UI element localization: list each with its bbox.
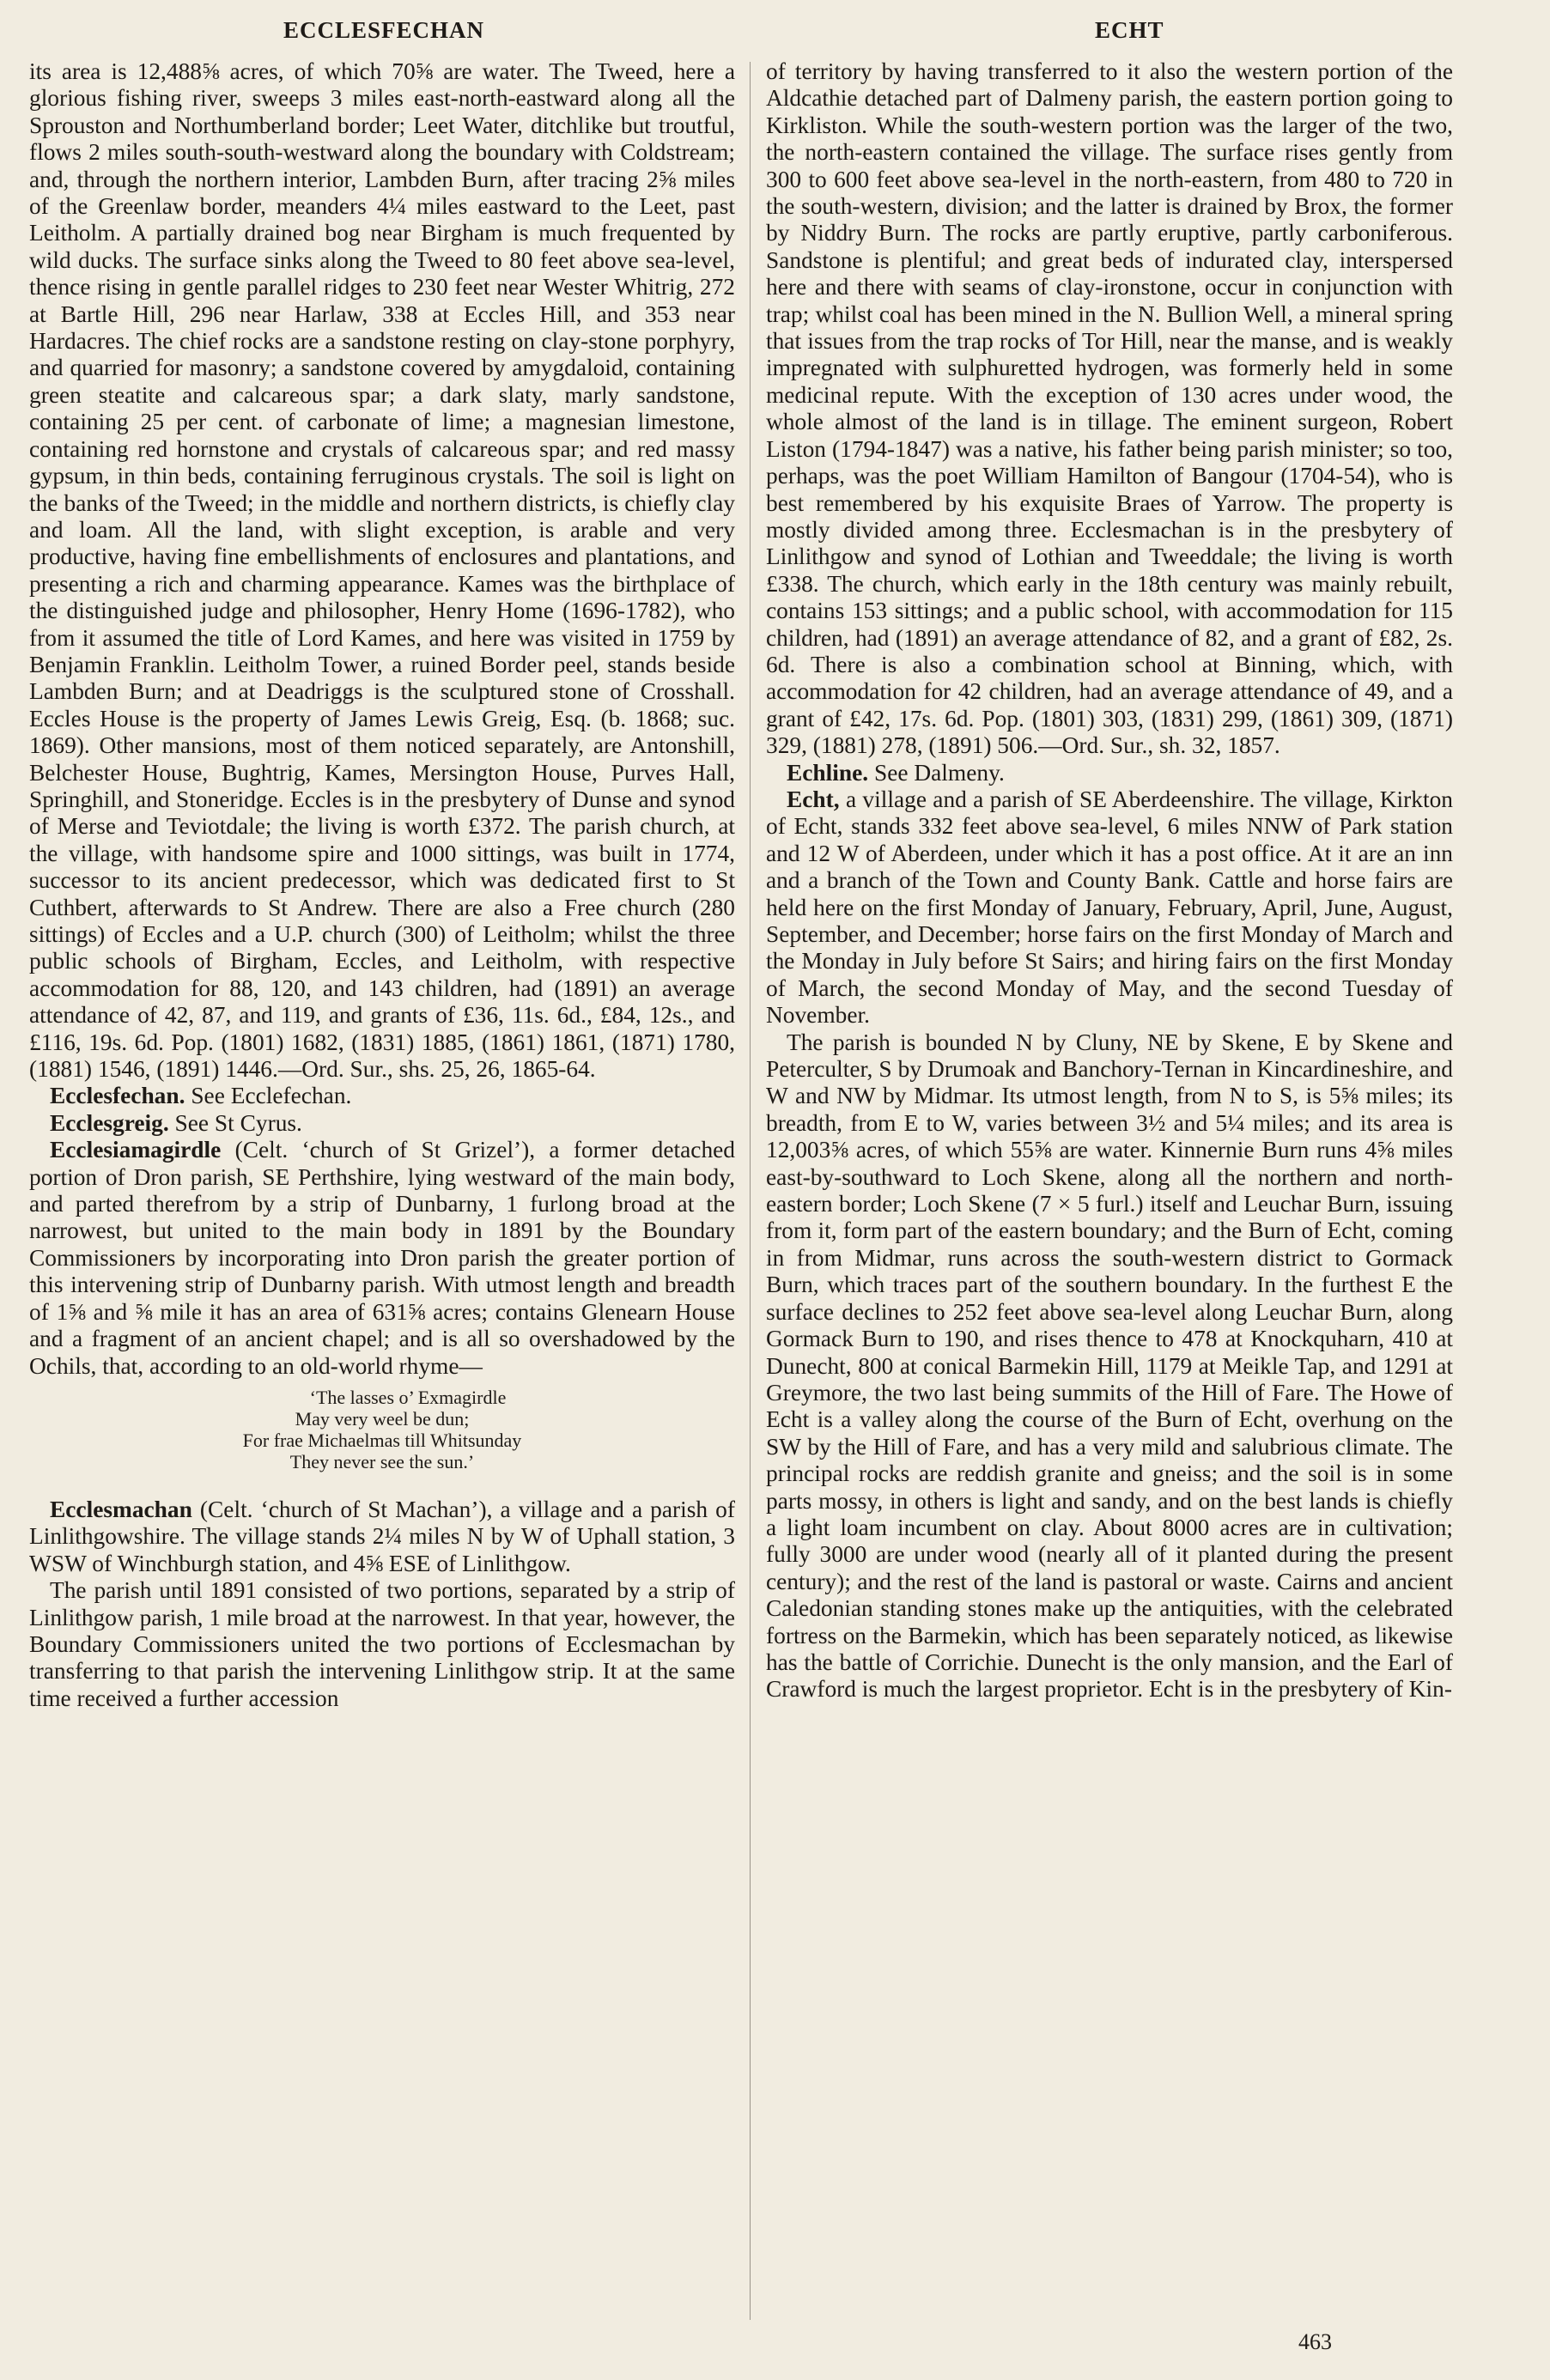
entry-text: See Dalmeny. <box>868 759 1005 786</box>
entry-text: See St Cyrus. <box>168 1109 302 1136</box>
entry-headword: Echline. <box>787 759 869 786</box>
entry-ecclesfechan <box>29 1083 735 1109</box>
page-number: 463 <box>1298 2329 1332 2354</box>
rhyme-line: ‘The lasses o’ Exmagirdle <box>309 1386 507 1408</box>
entry-echt-parish: The parish is bounded N by Cluny, NE by Skene, E by Skene and Peterculter, S by Drumoak and Banchory-Ternan in Kincardineshire, and W and NW by Midmar. Its utmost length, from N to S, is 5⅝ miles; its breadth, from E to W, varies between 3½ and 5¼ miles; and its area is 12,003⅝ acres, of which 55⅝ are water. Kinnernie Burn runs 4⅝ miles east-by-southward to Loch Skene, along all the northern and north-eastern border; Loch Skene (7 × 5 furl.) itself and Leuchar Burn, issuing from it, form part of the eastern boundary; and the Burn of Echt, coming in from Midmar, runs across the south-western district to Gormack Burn, which traces part of the southern boundary. In the furthest E the surface declines to 252 feet above sea-level along Leuchar Burn, along Gormack Burn to 190, and rises thence to 478 at Knockquharn, 410 at Dunecht, 800 at conical Barmekin Hill, 1179 at Meikle Tap, and 1291 at Greymore, the two last being summits of the Hill of Fare. The Howe of Echt is a valley along the course of the Burn of Echt, overhung on the SW by the Hill of Fare, and has a very mild and salubrious climate. The principal rocks are reddish granite and gneiss; and the soil is in some parts mossy, in others is light and sandy, and on the best lands is chiefly a light loam incumbent on clay. About 8000 acres are in cultivation; fully 3000 are under wood (nearly all of it planted during the present century); and the rest of the land is pastoral or waste. Cairns and ancient Caledonian standing stones make up the antiquities, with the celebrated fortress on the Barmekin, which has been separately noticed, as likewise has the battle of Corrichie. Dunecht is the only mansion, and the Earl of Crawford is much the largest proprietor. Echt is in the presbytery of Kin- <box>766 1029 1453 1703</box>
entry-headword: Ecclesgreig. <box>50 1109 169 1136</box>
rhyme-quotation <box>29 1387 735 1472</box>
rhyme-line: For frae Michaelmas till Whitsunday <box>242 1429 522 1451</box>
running-head-left: ECCLESFECHAN <box>283 17 485 43</box>
entry-ecclesgreig <box>29 1110 735 1137</box>
entry-text: (Celt. ‘church of St Grizel’), a former detached portion of Dron parish, SE Perthshire, lying westward of the main body, and parted therefrom by a strip of Dunbarny, 1 furlong broad at the narrowest, but united to the main body in 1891 by the Boundary Commissioners by incorporating into Dron parish the greater portion of this intervening strip of Dunbarny parish. With utmost length and breadth of 1⅝ and ⅝ mile it has an area of 631⅝ acres; contains Glenearn House and a fragment of an ancient chapel; and is all so overshadowed by the Ochils, that, according to an old-world rhyme— <box>29 1137 735 1379</box>
left-column <box>29 58 735 1712</box>
entry-headword: Echt, <box>787 786 840 812</box>
entry-headword: Ecclesfechan. <box>50 1083 185 1109</box>
entry-ecclesiamagirdle <box>29 1137 735 1380</box>
entry-ecclesmachan <box>29 1497 735 1577</box>
entry-text: See Ecclefechan. <box>185 1083 352 1109</box>
entry-text: a village and a parish of SE Aberdeenshire. The village, Kirkton of Echt, stands 332 feet above sea-level, 6 miles NNW of Park station and 12 W of Aberdeen, under which it has a post office. At it are an inn and a branch of the Town and County Bank. Cattle and horse fairs are held here on the first Monday of January, February, April, June, August, September, and December; horse fairs on the first Monday of March and the Monday in July before St Sairs; and hiring fairs on the first Monday of March, the second Monday of May, and the second Tuesday of November. <box>766 786 1453 1029</box>
running-head-right: ECHT <box>1095 17 1164 43</box>
entry-ecclesmachan-continued: of territory by having transferred to it also the western portion of the Aldcathie detached part of Dalmeny parish, the eastern portion going to Kirkliston. While the south-western portion was the larger of the two, the north-eastern contained the village. The surface rises gently from 300 to 600 feet above sea-level in the north-eastern, from 480 to 720 in the south-western, division; and the latter is drained by Brox, the former by Niddry Burn. The rocks are partly eruptive, partly carboniferous. Sandstone is plentiful; and great beds of indurated clay, interspersed here and there with seams of clay-ironstone, occur in conjunction with trap; whilst coal has been mined in the N. Bullion Well, a mineral spring that issues from the trap rocks of Tor Hill, near the manse, and is weakly impregnated with sulphuretted hydrogen, was formerly held in some medicinal repute. With the exception of 130 acres under wood, the whole almost of the land is in tillage. The eminent surgeon, Robert Liston (1794-1847) was a native, his father being parish minister; so too, perhaps, was the poet William Hamilton of Bangour (1704-54), who is best remembered by his exquisite Braes of Yarrow. The property is mostly divided among three. Ecclesmachan is in the presbytery of Linlithgow and synod of Lothian and Tweeddale; the living is worth £338. The church, which early in the 18th century was mainly rebuilt, contains 153 sittings; and a public school, with accommodation for 115 children, had (1891) an average attendance of 82, and a grant of £82, 2s. 6d. There is also a combination school at Binning, which, with accommodation for 42 children, had an average attendance of 49, and a grant of £42, 17s. 6d. Pop. (1801) 303, (1831) 299, (1861) 309, (1871) 329, (1881) 278, (1891) 506.—Ord. Sur., sh. 32, 1857. <box>766 58 1453 759</box>
entry-eccles-continued: its area is 12,488⅝ acres, of which 70⅝ are water. The Tweed, here a glorious fishing river, sweeps 3 miles east-north-eastward along all the Sprouston and Northumberland border; Leet Water, ditchlike but troutful, flows 2 miles south-south-westward along the boundary with Coldstream; and, through the northern interior, Lambden Burn, after tracing 2⅝ miles of the Greenlaw border, meanders 4¼ miles eastward to the Leet, past Leitholm. A partially drained bog near Birgham is much frequented by wild ducks. The surface sinks along the Tweed to 80 feet above sea-level, thence rising in gentle parallel ridges to 230 feet near Wester Whitrig, 272 at Bartle Hill, 296 near Harlaw, 338 at Eccles Hill, and 353 near Hardacres. The chief rocks are a sandstone resting on clay-stone porphyry, and quarried for masonry; a sandstone covered by amygdaloid, containing green steatite and calcareous spar; a dark slaty, marly sandstone, containing 25 per cent. of carbonate of lime; a magnesian limestone, containing red hornstone and crystals of calcareous spar; and red massy gypsum, in thin beds, containing ferruginous crystals. The soil is light on the banks of the Tweed; in the middle and northern districts, is chiefly clay and loam. All the land, with slight exception, is arable and very productive, having fine embellishments of enclosures and plantations, and presenting a rich and charming appearance. Kames was the birthplace of the distinguished judge and philosopher, Henry Home (1696-1782), who from it assumed the title of Lord Kames, and here was visited in 1759 by Benjamin Franklin. Leitholm Tower, a ruined Border peel, stands beside Lambden Burn; and at Deadriggs is the sculptured stone of Crosshall. Eccles House is the property of James Lewis Greig, Esq. (b. 1868; suc. 1869). Other mansions, most of them noticed separately, are Antonshill, Belchester House, Bughtrig, Kames, Mersington House, Purves Hall, Springhill, and Stoneridge. Eccles is in the presbytery of Dunse and synod of Merse and Teviotdale; the living is worth £372. The parish church, at the village, with handsome spire and 1000 sittings, was built in 1774, successor to its ancient predecessor, which was dedicated first to St Cuthbert, afterwards to St Andrew. There are also a Free church (280 sittings) of Eccles and a U.P. church (300) of Leitholm; whilst the three public schools of Birgham, Eccles, and Leitholm, with respective accommodation for 88, 120, and 143 children, had (1891) an average attendance of 42, 87, and 119, and grants of £36, 11s. 6d., £84, 12s., and £116, 19s. 6d. Pop. (1801) 1682, (1831) 1885, (1861) 1861, (1871) 1780, (1881) 1546, (1891) 1446.—Ord. Sur., shs. 25, 26, 1865-64. <box>29 58 735 1083</box>
entry-headword: Ecclesiamagirdle <box>50 1137 222 1163</box>
entry-text: (Celt. ‘church of St Machan’), a village and a parish of Linlithgowshire. The village stands 2¼ miles N by W of Uphall station, 3 WSW of Winchburgh station, and 4⅝ ESE of Linlithgow. <box>29 1496 735 1576</box>
rhyme-line: May very weel be dun; <box>295 1407 470 1430</box>
entry-headword: Ecclesmachan <box>50 1496 192 1522</box>
rhyme-line: They never see the sun.’ <box>289 1450 475 1472</box>
entry-echt <box>766 786 1453 1029</box>
entry-ecclesmachan-parish: The parish until 1891 consisted of two portions, separated by a strip of Linlithgow parish, 1 mile broad at the narrowest. In that year, however, the Boundary Commissioners united the two portions of Ecclesmachan by transferring to that parish the intervening Linlithgow strip. It at the same time received a further accession <box>29 1577 735 1711</box>
right-column <box>766 58 1453 1703</box>
entry-echline <box>766 760 1453 786</box>
column-divider <box>750 62 751 2320</box>
